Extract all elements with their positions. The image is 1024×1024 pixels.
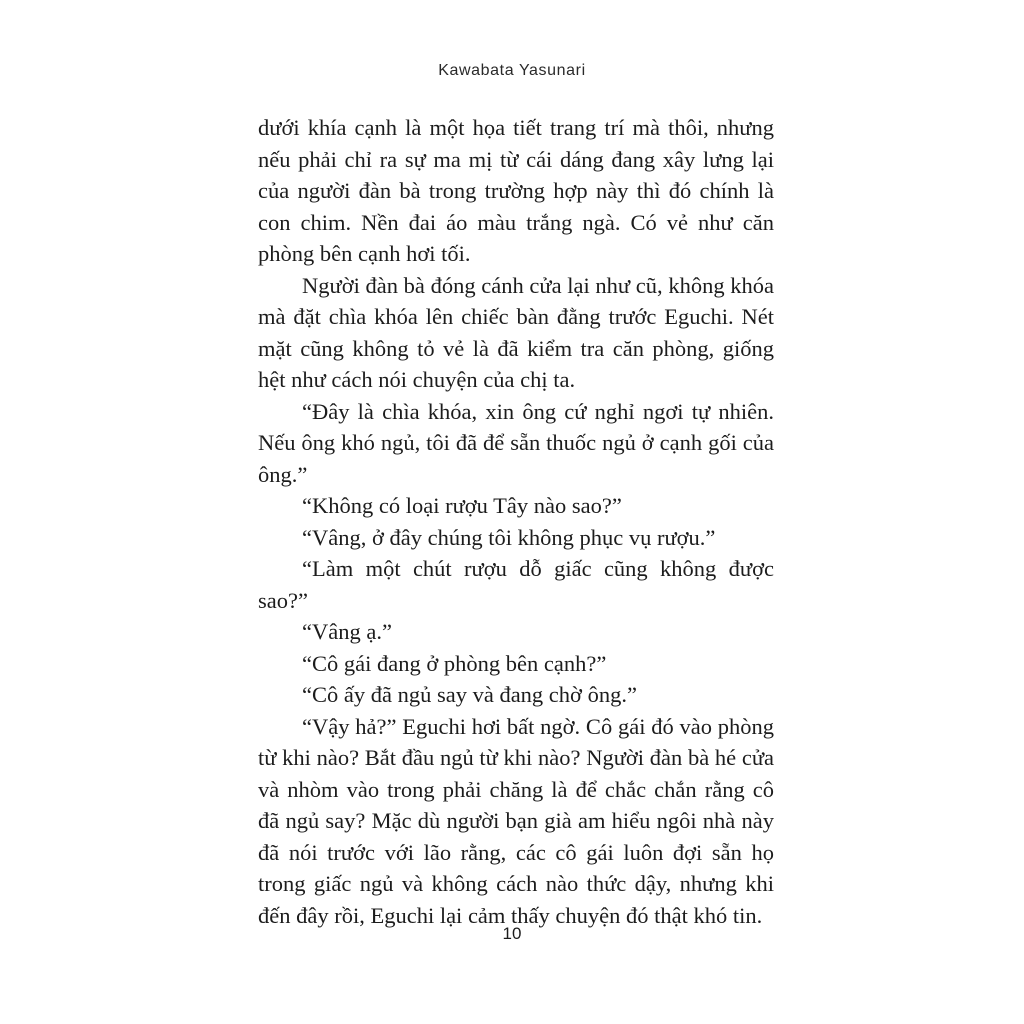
paragraph-10: “Vậy hả?” Eguchi hơi bất ngờ. Cô gái đó vào phòng từ khi nào? Bắt đầu ngủ từ khi nào? Người đàn bà hé cửa và nhòm vào trong phải chăng là để chắc chắn rằng cô đã ngủ say? Mặc dù người bạn già am hiểu ngôi nhà này đã nói trước với lão rằng, các cô gái luôn đợi sẵn họ trong giấc ngủ và không cách nào thức dậy, nhưng khi đến đây rồi, Eguchi lại cảm thấy chuyện đó thật khó tin. [258,713,774,928]
page-number: 10 [502,924,522,943]
paragraph-9: “Cô ấy đã ngủ say và đang chờ ông.” [302,682,637,707]
paragraph-6: “Làm một chút rượu dỗ giấc cũng không được sao?” [258,556,774,613]
paragraph-1: dưới khía cạnh là một họa tiết trang trí mà thôi, nhưng nếu phải chỉ ra sự ma mị từ cái dáng đang xây lưng lại của người đàn bà trong trường hợp này thì đó chính là con chim. Nền đai áo màu trắng ngà. Có vẻ như căn phòng bên cạnh hơi tối. [258,115,774,266]
paragraph-7: “Vâng ạ.” [302,619,392,644]
running-header-author: Kawabata Yasunari [438,62,586,79]
paragraph-4: “Không có loại rượu Tây nào sao?” [302,493,622,518]
paragraph-3: “Đây là chìa khóa, xin ông cứ nghỉ ngơi tự nhiên. Nếu ông khó ngủ, tôi đã để sẵn thuốc ngủ ở cạnh gối của ông.” [258,398,774,487]
body-text [258,112,774,931]
paragraph-8: “Cô gái đang ở phòng bên cạnh?” [302,650,607,676]
paragraph-2: Người đàn bà đóng cánh cửa lại như cũ, không khóa mà đặt chìa khóa lên chiếc bàn đằng trước Eguchi. Nét mặt cũng không tỏ vẻ là đã kiểm tra căn phòng, giống hệt như cách nói chuyện của chị ta. [258,272,774,392]
paragraph-5: “Vâng, ở đây chúng tôi không phục vụ rượu.” [302,524,716,550]
